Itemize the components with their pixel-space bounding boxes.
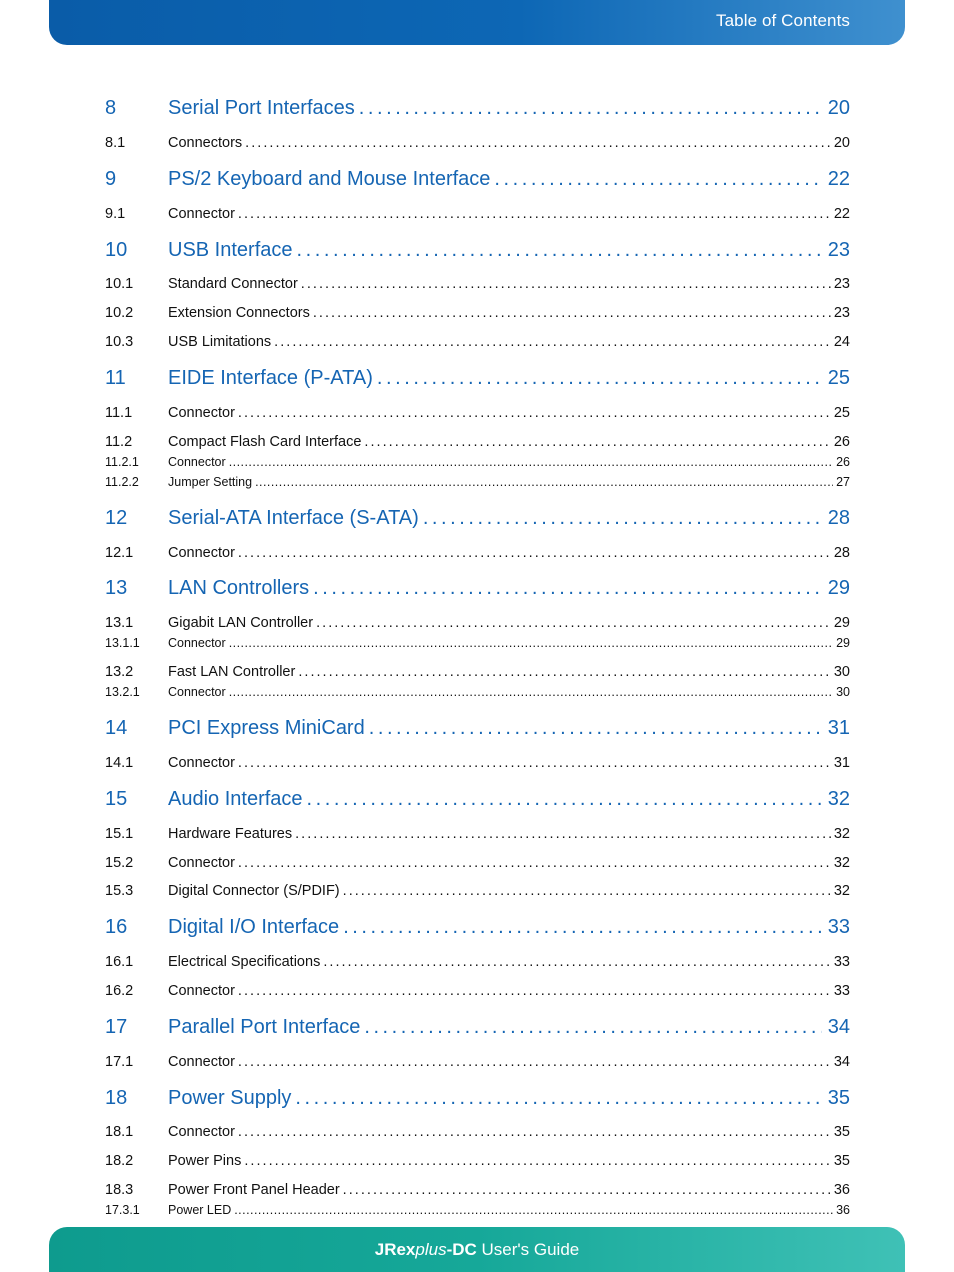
toc-entry-number: 11.2 [105,434,133,450]
toc-entry-page-number: 27 [836,475,850,489]
toc-entry[interactable] [105,1016,850,1042]
toc-entry-page-number: 28 [833,545,850,561]
toc-entry-number: 17.1 [105,1054,134,1070]
toc-entry-number: 15.1 [105,826,134,842]
toc-dot-leader [229,636,833,650]
toc-dot-leader [238,206,831,222]
toc-entry-page-number: 25 [827,367,850,389]
toc-dot-leader [343,883,831,899]
toc-entry-number: 13.1 [105,615,134,631]
footer-bar [49,1227,905,1272]
toc-dot-leader [297,239,822,262]
toc-entry[interactable] [105,755,850,775]
toc-entry-number: 14.1 [105,755,134,771]
toc-entry-page-number: 23 [833,305,850,321]
toc-dot-leader [295,826,831,842]
toc-dot-leader [298,664,831,680]
toc-dot-leader [377,367,822,390]
toc-entry-label: Connector [168,206,235,222]
toc-entry-label: Connector [168,545,235,561]
toc-entry-label: Hardware Features [168,826,293,842]
toc-entry-number: 12.1 [105,545,134,561]
toc-entry-number: 13.1.1 [105,636,140,650]
toc-entry-label: Electrical Specifications [168,954,321,970]
toc-entry-page-number: 32 [833,855,850,871]
toc-entry[interactable] [105,239,850,265]
toc-entry-number: 13.2 [105,664,134,680]
toc-entry-label: PCI Express MiniCard [168,717,365,739]
toc-entry-page-number: 29 [827,577,850,599]
toc-entry-number: 9.1 [105,206,126,222]
toc-entry-page-number: 32 [833,826,850,842]
toc-entry-label: Fast LAN Controller [168,664,296,680]
toc-entry-label: Audio Interface [168,788,303,810]
toc-entry-number: 13 [105,577,128,599]
toc-entry[interactable] [105,826,850,846]
toc-entry[interactable] [105,685,850,702]
toc-entry-label: Extension Connectors [168,305,310,321]
toc-entry-label: Power Front Panel Header [168,1182,340,1198]
toc-entry[interactable] [105,664,850,684]
toc-entry-page-number: 34 [827,1016,850,1038]
toc-dot-leader [343,916,822,939]
toc-entry-page-number: 33 [833,983,850,999]
toc-entry-label: Connector [168,983,235,999]
toc-dot-leader [255,475,833,489]
toc-entry-label: Parallel Port Interface [168,1016,361,1038]
toc-entry[interactable] [105,305,850,325]
toc-entry-page-number: 31 [827,717,850,739]
toc-entry-page-number: 31 [833,755,850,771]
toc-entry-number: 11.2.2 [105,475,139,489]
toc-entry-page-number: 34 [833,1054,850,1070]
toc-entry[interactable] [105,334,850,354]
toc-entry[interactable] [105,475,850,492]
toc-entry-number: 15.2 [105,855,134,871]
toc-entry-number: 10.1 [105,276,134,292]
toc-entry-number: 10 [105,239,128,261]
toc-entry-number: 16.1 [105,954,134,970]
toc-entry[interactable] [105,455,850,472]
toc-entry-label: Power Pins [168,1153,242,1169]
toc-entry-label: Standard Connector [168,276,298,292]
toc-entry-number: 17.3.1 [105,1203,140,1217]
toc-dot-leader [313,577,822,600]
toc-entry-label: Power LED [168,1203,232,1217]
toc-dot-leader [238,1124,831,1140]
toc-entry-label: Connectors [168,135,243,151]
toc-dot-leader [323,954,831,970]
toc-entry-number: 12 [105,507,128,529]
toc-entry-page-number: 32 [827,788,850,810]
toc-entry-label: Gigabit LAN Controller [168,615,314,631]
toc-entry-page-number: 23 [833,276,850,292]
toc-dot-leader [238,855,831,871]
toc-entry-page-number: 32 [833,883,850,899]
toc-entry-label: USB Interface [168,239,293,261]
toc-dot-leader [316,615,831,631]
toc-entry-page-number: 24 [833,334,850,350]
toc-entry[interactable] [105,1124,850,1144]
toc-entry-number: 15.3 [105,883,134,899]
toc-entry[interactable] [105,168,850,194]
toc-entry[interactable] [105,1153,850,1173]
toc-entry-number: 17 [105,1016,128,1038]
toc-entry[interactable] [105,788,850,814]
toc-dot-leader [307,788,822,811]
toc-entry-page-number: 36 [833,1182,850,1198]
toc-entry-label: Digital I/O Interface [168,916,340,938]
toc-entry[interactable] [105,545,850,565]
toc-entry[interactable] [105,916,850,942]
toc-entry[interactable] [105,97,850,123]
toc-entry-number: 9 [105,168,117,190]
toc-entry-number: 16.2 [105,983,134,999]
toc-entry-page-number: 30 [833,664,850,680]
toc-entry[interactable] [105,276,850,296]
toc-dot-leader [343,1182,831,1198]
toc-entry[interactable] [105,883,850,903]
toc-entry-page-number: 29 [836,636,850,650]
toc-entry-number: 18.2 [105,1153,134,1169]
toc-entry-number: 18 [105,1087,128,1109]
toc-entry-number: 15 [105,788,128,810]
toc-entry[interactable] [105,507,850,533]
toc-dot-leader [229,455,833,469]
toc-entry[interactable] [105,1182,850,1202]
toc-entry[interactable] [105,1054,850,1074]
toc-entry-label: Serial-ATA Interface (S-ATA) [168,507,419,529]
toc-entry-page-number: 26 [833,434,850,450]
footer-product-name-2: -DC [446,1240,477,1259]
toc-entry-page-number: 35 [827,1087,850,1109]
toc-entry-number: 10.3 [105,334,134,350]
toc-entry-number: 8 [105,97,117,119]
toc-entry-label: USB Limitations [168,334,272,350]
toc-entry[interactable] [105,1087,850,1113]
toc-entry-page-number: 22 [833,206,850,222]
toc-entry-number: 10.2 [105,305,134,321]
footer-product-name-italic: plus [415,1240,447,1259]
toc-entry-page-number: 35 [833,1153,850,1169]
toc-entry[interactable] [105,954,850,974]
toc-entry-label: Connector [168,455,226,469]
toc-entry-label: Connector [168,855,235,871]
toc-entry[interactable] [105,855,850,875]
toc-entry-page-number: 33 [827,916,850,938]
toc-entry-page-number: 25 [833,405,850,421]
toc-entry-label: Jumper Setting [168,475,253,489]
toc-dot-leader [359,97,822,120]
toc-dot-leader [238,545,831,561]
toc-dot-leader [234,1203,833,1217]
toc-entry-label: PS/2 Keyboard and Mouse Interface [168,168,491,190]
toc-entry-page-number: 20 [833,135,850,151]
toc-entry-number: 13.2.1 [105,685,140,699]
toc-entry-number: 11.1 [105,405,133,421]
toc-dot-leader [423,507,822,530]
toc-entry-page-number: 30 [836,685,850,699]
toc-entry-number: 18.3 [105,1182,134,1198]
toc-entry-label: Connector [168,755,235,771]
toc-entry[interactable] [105,636,850,653]
toc-dot-leader [244,1153,831,1169]
toc-dot-leader [238,755,831,771]
toc-entry[interactable] [105,615,850,635]
toc-entry[interactable] [105,135,850,155]
toc-entry-label: Serial Port Interfaces [168,97,355,119]
toc-entry-number: 14 [105,717,128,739]
footer-suffix: User's Guide [476,1240,580,1259]
toc-entry-number: 16 [105,916,128,938]
toc-dot-leader [364,434,830,450]
toc-entry-number: 18.1 [105,1124,134,1140]
footer-title [49,1240,905,1260]
toc-dot-leader [494,168,821,191]
footer-product-name-1: JRex [374,1240,416,1259]
toc-dot-leader [245,135,831,151]
toc-entry-number: 8.1 [105,135,126,151]
toc-entry[interactable] [105,206,850,226]
toc-entry-label: Connector [168,1124,235,1140]
toc-entry-page-number: 23 [827,239,850,261]
toc-dot-leader [229,685,833,699]
toc-dot-leader [364,1016,821,1039]
toc-entry-label: Connector [168,1054,235,1070]
toc-entry-page-number: 26 [836,455,850,469]
toc-entry[interactable] [105,434,850,454]
toc-entry-label: Connector [168,405,235,421]
toc-entry-number: 11.2.1 [105,455,139,469]
toc-entry[interactable] [105,577,850,603]
toc-entry[interactable] [105,983,850,1003]
toc-entry-page-number: 33 [833,954,850,970]
header-title: Table of Contents [715,11,850,30]
toc-dot-leader [295,1087,821,1110]
toc-entry[interactable] [105,717,850,743]
toc-entry-page-number: 35 [833,1124,850,1140]
toc-entry[interactable] [105,1203,850,1220]
toc-entry[interactable] [105,405,850,425]
toc-entry-page-number: 28 [827,507,850,529]
toc-dot-leader [274,334,831,350]
toc-entry-label: LAN Controllers [168,577,310,599]
toc-entry-page-number: 22 [827,168,850,190]
toc-entry-page-number: 36 [836,1203,850,1217]
toc-dot-leader [238,1054,831,1070]
toc-entry-page-number: 20 [827,97,850,119]
toc-entry-label: Connector [168,685,226,699]
toc-entry[interactable] [105,367,850,393]
toc-dot-leader [238,405,831,421]
toc-dot-leader [301,276,831,292]
toc-entry-label: Connector [168,636,226,650]
toc-dot-leader [238,983,831,999]
toc-dot-leader [313,305,831,321]
toc-entry-page-number: 29 [833,615,850,631]
toc-dot-leader [369,717,822,740]
toc-entry-label: Power Supply [168,1087,292,1109]
toc-entry-label: EIDE Interface (P-ATA) [168,367,373,389]
toc-entry-number: 11 [105,367,126,389]
toc-entry-label: Compact Flash Card Interface [168,434,362,450]
toc-entry-label: Digital Connector (S/PDIF) [168,883,340,899]
